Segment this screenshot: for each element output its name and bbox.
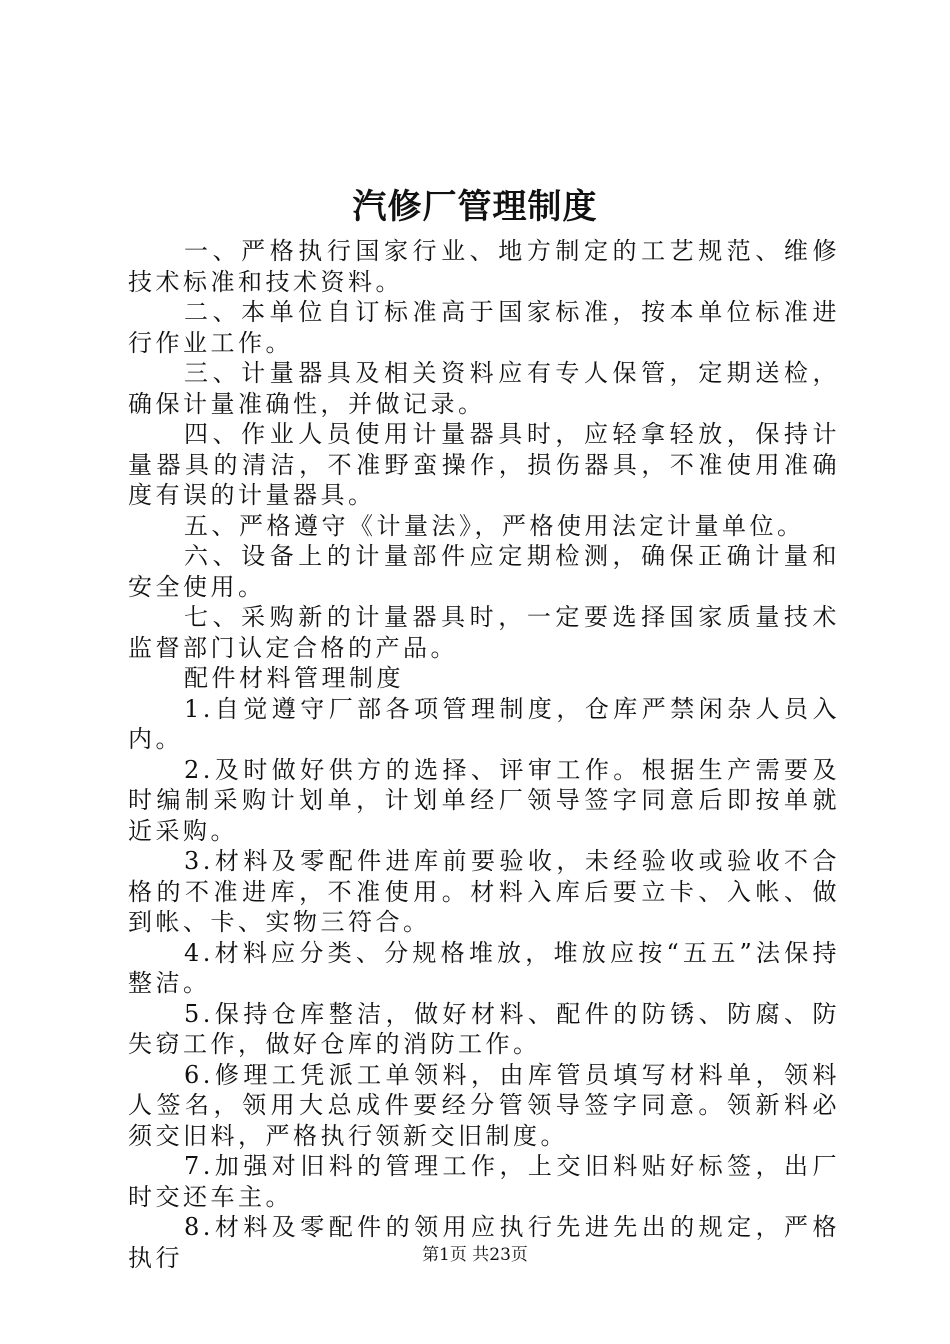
- paragraph: 6.修理工凭派工单领料，由库管员填写材料单，领料人签名，领用大总成件要经分管领导签字同意。领新料必须交旧料，严格执行领新交旧制度。: [128, 1060, 840, 1150]
- paragraph: 三、计量器具及相关资料应有专人保管，定期送检，确保计量准确性，并做记录。: [128, 359, 840, 418]
- paragraph: 8.材料及零配件的领用应执行先进先出的规定，严格执行: [128, 1213, 840, 1272]
- page-number: 第1页 共23页: [422, 1245, 528, 1265]
- paragraph: 六、设备上的计量部件应定期检测，确保正确计量和安全使用。: [128, 542, 840, 601]
- paragraph: 4.材料应分类、分规格堆放，堆放应按“五五”法保持整洁。: [128, 938, 840, 997]
- paragraph: 3.材料及零配件进库前要验收，未经验收或验收不合格的不准进库，不准使用。材料入库后要立卡、入帐、做到帐、卡、实物三符合。: [128, 847, 840, 936]
- document-title: 汽修厂管理制度: [352, 187, 598, 227]
- paragraph: 一、严格执行国家行业、地方制定的工艺规范、维修技术标准和技术资料。: [128, 237, 840, 296]
- paragraph: 2.及时做好供方的选择、评审工作。根据生产需要及时编制采购计划单，计划单经厂领导签字同意后即按单就近采购。: [128, 755, 840, 845]
- paragraph: 7.加强对旧料的管理工作，上交旧料贴好标签，出厂时交还车主。: [128, 1152, 840, 1211]
- paragraph: 5.保持仓库整洁，做好材料、配件的防锈、防腐、防失窃工作，做好仓库的消防工作。: [128, 999, 840, 1058]
- paragraph: 四、作业人员使用计量器具时，应轻拿轻放，保持计量器具的清洁，不准野蛮操作，损伤器具，不准使用准确度有误的计量器具。: [128, 420, 840, 509]
- section-heading: 配件材料管理制度: [184, 664, 404, 692]
- document-body: [128, 236, 840, 1273]
- paragraph: 五、严格遵守《计量法》，严格使用法定计量单位。: [184, 511, 805, 540]
- paragraph: 二、本单位自订标准高于国家标准，按本单位标准进行作业工作。: [128, 298, 840, 357]
- paragraph: 七、采购新的计量器具时，一定要选择国家质量技术监督部门认定合格的产品。: [128, 603, 840, 662]
- paragraph: 1.自觉遵守厂部各项管理制度，仓库严禁闲杂人员入内。: [128, 694, 840, 753]
